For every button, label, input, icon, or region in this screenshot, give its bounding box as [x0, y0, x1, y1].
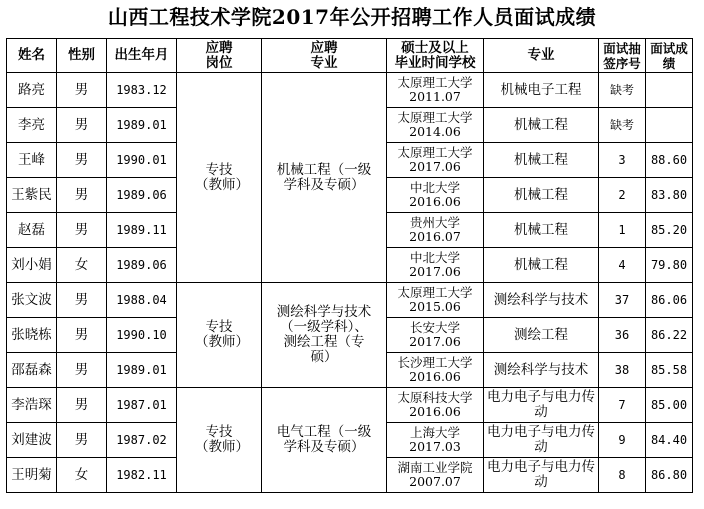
cell-name: 王紫民 [7, 178, 57, 213]
cell-name: 王明菊 [7, 458, 57, 493]
cell-major: 测绘科学与技术 [484, 353, 599, 388]
header-position: 应聘 岗位 [177, 39, 262, 73]
cell-score: 79.80 [646, 248, 693, 283]
cell-school: 太原理工大学2015.06 [387, 283, 484, 318]
cell-score [646, 108, 693, 143]
cell-name: 张晓栋 [7, 318, 57, 353]
cell-position: 专技（教师） [177, 388, 262, 493]
cell-major: 电力电子与电力传动 [484, 458, 599, 493]
header-major: 专业 [484, 39, 599, 73]
cell-draw-no: 1 [599, 213, 646, 248]
cell-gender: 男 [57, 213, 107, 248]
cell-school: 中北大学2017.06 [387, 248, 484, 283]
cell-birth: 1990.10 [107, 318, 177, 353]
header-draw-no: 面试抽 签序号 [599, 39, 646, 73]
interview-score-table [6, 38, 693, 493]
cell-birth: 1990.01 [107, 143, 177, 178]
cell-birth: 1989.06 [107, 248, 177, 283]
cell-major-applied: 机械工程（一级学科及专硕） [262, 73, 387, 283]
cell-school: 太原科技大学2016.06 [387, 388, 484, 423]
cell-gender: 男 [57, 423, 107, 458]
cell-draw-no: 缺考 [599, 73, 646, 108]
cell-school: 中北大学2016.06 [387, 178, 484, 213]
cell-gender: 男 [57, 178, 107, 213]
cell-school: 太原理工大学2011.07 [387, 73, 484, 108]
header-birth: 出生年月 [107, 39, 177, 73]
cell-school: 贵州大学2016.07 [387, 213, 484, 248]
cell-name: 张文波 [7, 283, 57, 318]
cell-birth: 1988.04 [107, 283, 177, 318]
cell-gender: 女 [57, 458, 107, 493]
cell-school: 长安大学2017.06 [387, 318, 484, 353]
cell-draw-no: 37 [599, 283, 646, 318]
cell-gender: 男 [57, 388, 107, 423]
header-score: 面试成 绩 [646, 39, 693, 73]
header-name: 姓名 [7, 39, 57, 73]
header-major-applied: 应聘 专业 [262, 39, 387, 73]
cell-gender: 男 [57, 283, 107, 318]
cell-gender: 男 [57, 108, 107, 143]
cell-score: 86.06 [646, 283, 693, 318]
header-school: 硕士及以上 毕业时间学校 [387, 39, 484, 73]
cell-score: 83.80 [646, 178, 693, 213]
cell-draw-no: 2 [599, 178, 646, 213]
cell-major: 机械工程 [484, 143, 599, 178]
cell-draw-no: 缺考 [599, 108, 646, 143]
cell-score: 86.22 [646, 318, 693, 353]
table-row [7, 388, 693, 423]
cell-major-applied: 电气工程（一级学科及专硕） [262, 388, 387, 493]
cell-birth: 1987.01 [107, 388, 177, 423]
cell-major: 机械工程 [484, 213, 599, 248]
cell-score [646, 73, 693, 108]
cell-name: 李亮 [7, 108, 57, 143]
cell-name: 刘建波 [7, 423, 57, 458]
cell-position: 专技（教师） [177, 283, 262, 388]
cell-draw-no: 9 [599, 423, 646, 458]
cell-school: 湖南工业学院2007.07 [387, 458, 484, 493]
header-gender: 性别 [57, 39, 107, 73]
table-row [7, 283, 693, 318]
cell-gender: 男 [57, 73, 107, 108]
cell-major: 机械工程 [484, 108, 599, 143]
cell-school: 太原理工大学2014.06 [387, 108, 484, 143]
cell-major: 电力电子与电力传动 [484, 388, 599, 423]
cell-school: 上海大学2017.03 [387, 423, 484, 458]
cell-gender: 男 [57, 353, 107, 388]
cell-birth: 1989.01 [107, 108, 177, 143]
cell-name: 李浩琛 [7, 388, 57, 423]
cell-name: 刘小娟 [7, 248, 57, 283]
cell-draw-no: 7 [599, 388, 646, 423]
cell-score: 88.60 [646, 143, 693, 178]
cell-major: 测绘科学与技术 [484, 283, 599, 318]
cell-name: 路亮 [7, 73, 57, 108]
cell-major: 机械工程 [484, 248, 599, 283]
table-row [7, 73, 693, 108]
cell-draw-no: 8 [599, 458, 646, 493]
cell-major: 测绘工程 [484, 318, 599, 353]
page-title: 山西工程技术学院2017年公开招聘工作人员面试成绩 [107, 5, 597, 29]
cell-score: 86.80 [646, 458, 693, 493]
cell-score: 85.20 [646, 213, 693, 248]
cell-gender: 男 [57, 318, 107, 353]
cell-major: 电力电子与电力传动 [484, 423, 599, 458]
cell-score: 84.40 [646, 423, 693, 458]
cell-draw-no: 38 [599, 353, 646, 388]
cell-name: 王峰 [7, 143, 57, 178]
header-row [7, 39, 693, 73]
cell-name: 邵磊森 [7, 353, 57, 388]
cell-name: 赵磊 [7, 213, 57, 248]
cell-birth: 1989.11 [107, 213, 177, 248]
cell-draw-no: 4 [599, 248, 646, 283]
cell-major: 机械电子工程 [484, 73, 599, 108]
cell-birth: 1982.11 [107, 458, 177, 493]
cell-birth: 1983.12 [107, 73, 177, 108]
cell-gender: 男 [57, 143, 107, 178]
cell-birth: 1989.01 [107, 353, 177, 388]
cell-position: 专技（教师） [177, 73, 262, 283]
cell-draw-no: 3 [599, 143, 646, 178]
cell-birth: 1989.06 [107, 178, 177, 213]
cell-birth: 1987.02 [107, 423, 177, 458]
cell-school: 长沙理工大学2016.06 [387, 353, 484, 388]
cell-draw-no: 36 [599, 318, 646, 353]
cell-major: 机械工程 [484, 178, 599, 213]
cell-score: 85.58 [646, 353, 693, 388]
cell-score: 85.00 [646, 388, 693, 423]
cell-gender: 女 [57, 248, 107, 283]
cell-major-applied: 测绘科学与技术（一级学科）、测绘工程（专硕） [262, 283, 387, 388]
cell-school: 太原理工大学2017.06 [387, 143, 484, 178]
